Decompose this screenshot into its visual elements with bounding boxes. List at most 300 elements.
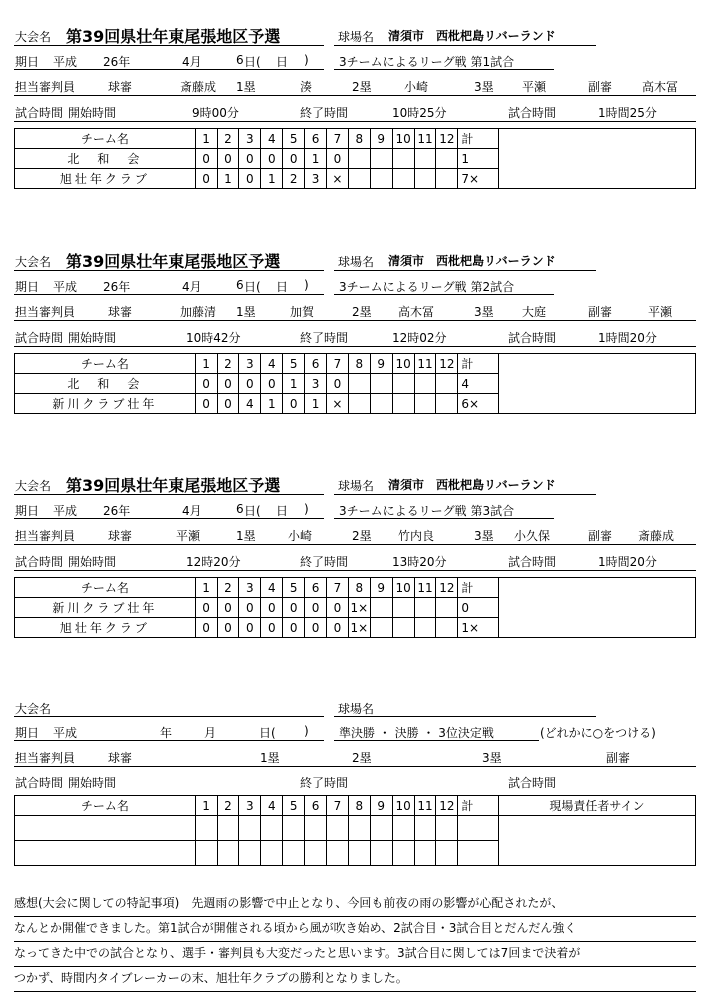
inning-score — [436, 618, 458, 638]
end-time-label: 終了時間 — [300, 776, 349, 790]
league-format: 3チームによるリーグ戦 第1試合 — [339, 55, 515, 69]
inning-header: 6 — [305, 796, 327, 816]
inning-score: 3 — [305, 169, 327, 189]
end-time: 10時25分 — [392, 106, 447, 120]
team-total: 7× — [458, 169, 499, 189]
third-base-umpire: 大庭 — [522, 305, 547, 319]
inning-header: 9 — [370, 796, 392, 816]
title-underline — [14, 494, 324, 495]
inning-score[interactable] — [370, 816, 392, 841]
second-base-label: 2塁 — [352, 305, 372, 319]
sub-umpire-label: 副審 — [588, 529, 613, 543]
inning-score[interactable] — [305, 816, 327, 841]
inning-header: 4 — [261, 354, 283, 374]
second-base-label: 2塁 — [352, 751, 372, 765]
inning-header: 9 — [370, 354, 392, 374]
inning-header: 2 — [217, 578, 239, 598]
tournament-label: 大会名 — [15, 702, 52, 716]
inning-score — [370, 618, 392, 638]
year-value: 26年 — [103, 55, 131, 69]
inning-score — [392, 394, 414, 414]
inning-header: 3 — [239, 129, 261, 149]
team-name: 旭壮年クラブ — [15, 618, 196, 638]
inning-score: 0 — [195, 618, 217, 638]
row-underline — [14, 570, 696, 571]
inning-score — [392, 374, 414, 394]
inning-header: 12 — [436, 796, 458, 816]
league-format: 3チームによるリーグ戦 第2試合 — [339, 280, 515, 294]
day-suffix: 日( — [244, 55, 261, 69]
venue-underline — [334, 716, 596, 717]
round-options: 準決勝 ・ 決勝 ・ 3位決定戦 — [339, 726, 494, 740]
inning-score[interactable] — [305, 841, 327, 866]
weekday-value: 日 — [276, 55, 289, 69]
inning-score: 1 — [261, 394, 283, 414]
first-base-umpire: 湊 — [300, 80, 313, 94]
weekday-value: 日 — [276, 280, 289, 294]
plate-umpire: 斎藤成 — [180, 80, 217, 94]
inning-score: 0 — [305, 618, 327, 638]
inning-header: 11 — [414, 796, 436, 816]
inning-score: 3 — [305, 374, 327, 394]
row-underline — [334, 518, 554, 519]
month-suffix: 月 — [204, 726, 217, 740]
inning-header: 6 — [305, 354, 327, 374]
header-row — [15, 129, 696, 149]
inning-header: 5 — [283, 796, 305, 816]
sub-umpire-label: 副審 — [606, 751, 631, 765]
inning-score[interactable] — [326, 816, 348, 841]
start-time-label: 開始時間 — [68, 776, 117, 790]
inning-header: 5 — [283, 129, 305, 149]
era-label: 平成 — [53, 280, 78, 294]
first-base-label: 1塁 — [260, 751, 280, 765]
game-time-label: 試合時間 — [15, 331, 64, 345]
inning-score — [436, 169, 458, 189]
inning-score: 0 — [261, 374, 283, 394]
inning-score[interactable] — [392, 841, 414, 866]
inning-score — [348, 394, 370, 414]
inning-score — [414, 394, 436, 414]
row-underline — [334, 294, 554, 295]
umpires-label: 担当審判員 — [15, 529, 76, 543]
inning-score — [414, 374, 436, 394]
inning-score — [414, 169, 436, 189]
inning-score[interactable] — [239, 816, 261, 841]
inning-score: 0 — [261, 598, 283, 618]
row-underline — [14, 320, 696, 321]
day-value: 6 — [236, 278, 244, 292]
inning-score — [414, 149, 436, 169]
inning-score[interactable] — [283, 816, 305, 841]
end-time-label: 終了時間 — [300, 106, 349, 120]
elapsed-time: 1時間20分 — [598, 555, 657, 569]
inning-score: 1× — [348, 618, 370, 638]
venue-name: 清須市 西枇杷島リバーランド — [388, 478, 556, 492]
inning-score: 0 — [239, 598, 261, 618]
row-underline — [334, 740, 539, 741]
team-name: 新川クラブ壮年 — [15, 598, 196, 618]
inning-header: 7 — [326, 578, 348, 598]
notes-line: なってきた中での試合となり、選手・審判員も大変だったと思います。3試合目に関しては7回まで決着が — [14, 942, 696, 967]
inning-score[interactable] — [436, 841, 458, 866]
inning-score — [370, 149, 392, 169]
title-underline — [14, 45, 324, 46]
start-time-label: 開始時間 — [68, 331, 117, 345]
elapsed-label: 試合時間 — [508, 331, 557, 345]
total-header: 計 — [458, 796, 499, 816]
second-base-label: 2塁 — [352, 529, 372, 543]
inning-score — [414, 598, 436, 618]
inning-score[interactable] — [195, 841, 217, 866]
inning-header: 7 — [326, 129, 348, 149]
inning-header: 12 — [436, 578, 458, 598]
row-underline — [14, 766, 696, 767]
team-name[interactable] — [15, 841, 196, 866]
row-underline — [14, 95, 696, 96]
tournament-label: 大会名 — [15, 479, 52, 493]
inning-header: 6 — [305, 578, 327, 598]
inning-score: 0 — [195, 394, 217, 414]
inning-score[interactable] — [195, 816, 217, 841]
sign-box — [498, 578, 695, 638]
inning-score: 0 — [217, 374, 239, 394]
inning-score: 0 — [326, 374, 348, 394]
year-value: 26年 — [103, 504, 131, 518]
sub-umpire-label: 副審 — [588, 305, 613, 319]
team-name: 旭壮年クラブ — [15, 169, 196, 189]
inning-score: 0 — [217, 598, 239, 618]
first-base-label: 1塁 — [236, 80, 256, 94]
venue-label: 球場名 — [338, 479, 375, 493]
third-base-label: 3塁 — [474, 529, 494, 543]
first-base-umpire: 加賀 — [290, 305, 315, 319]
inning-score: 0 — [217, 618, 239, 638]
title-underline — [14, 270, 324, 271]
inning-header: 10 — [392, 796, 414, 816]
date-label: 期日 — [15, 280, 40, 294]
team-name-header: チーム名 — [15, 796, 196, 816]
day-suffix: 日( — [259, 726, 276, 740]
round-instruction: (どれかに○をつける) — [540, 726, 656, 740]
venue-underline — [334, 270, 596, 271]
close-paren: ) — [304, 53, 309, 67]
inning-header: 1 — [195, 354, 217, 374]
inning-score[interactable] — [436, 816, 458, 841]
umpires-label: 担当審判員 — [15, 305, 76, 319]
inning-score[interactable] — [261, 841, 283, 866]
sub-umpire: 斎藤成 — [638, 529, 675, 543]
inning-header: 11 — [414, 578, 436, 598]
venue-label: 球場名 — [338, 30, 375, 44]
notes-line: なんとか開催できました。第1試合が開催される頃から風が吹き始め、2試合目・3試合目とだんだん強く — [14, 917, 696, 942]
team-row — [15, 816, 696, 841]
inning-score — [370, 169, 392, 189]
inning-score: 0 — [195, 149, 217, 169]
row-underline — [14, 346, 696, 347]
plate-umpire: 平瀬 — [176, 529, 201, 543]
sign-box — [498, 354, 695, 414]
row-underline — [14, 544, 696, 545]
inning-header: 2 — [217, 129, 239, 149]
team-total: 1 — [458, 149, 499, 169]
team-total: 1× — [458, 618, 499, 638]
inning-score — [348, 374, 370, 394]
inning-score: 0 — [217, 149, 239, 169]
start-time: 10時42分 — [186, 331, 241, 345]
date-label: 期日 — [15, 55, 40, 69]
inning-header: 4 — [261, 578, 283, 598]
inning-score[interactable] — [217, 816, 239, 841]
inning-score[interactable] — [348, 816, 370, 841]
tournament-title: 第39回県壮年東尾張地区予選 — [66, 252, 281, 271]
start-time-label: 開始時間 — [68, 555, 117, 569]
plate-umpire: 加藤清 — [180, 305, 217, 319]
inning-score[interactable] — [261, 816, 283, 841]
inning-header: 5 — [283, 354, 305, 374]
inning-score: 1× — [348, 598, 370, 618]
inning-score: 0 — [283, 618, 305, 638]
team-total: 0 — [458, 598, 499, 618]
inning-score: 0 — [217, 394, 239, 414]
venue-underline — [334, 494, 596, 495]
inning-score[interactable] — [239, 841, 261, 866]
inning-header: 10 — [392, 354, 414, 374]
row-underline — [14, 121, 696, 122]
inning-header: 12 — [436, 354, 458, 374]
inning-score — [370, 598, 392, 618]
inning-header: 9 — [370, 129, 392, 149]
inning-header: 10 — [392, 129, 414, 149]
inning-header: 3 — [239, 354, 261, 374]
inning-score: 0 — [195, 374, 217, 394]
inning-score: 0 — [326, 149, 348, 169]
start-time-label: 開始時間 — [68, 106, 117, 120]
day-value: 6 — [236, 53, 244, 67]
day-suffix: 日( — [244, 504, 261, 518]
league-format: 3チームによるリーグ戦 第3試合 — [339, 504, 515, 518]
header-row — [15, 578, 696, 598]
inning-score: 1 — [305, 394, 327, 414]
team-total: 4 — [458, 374, 499, 394]
inning-score: 0 — [283, 149, 305, 169]
game-time-label: 試合時間 — [15, 106, 64, 120]
row-underline — [14, 518, 324, 519]
inning-score — [370, 394, 392, 414]
era-label: 平成 — [53, 726, 78, 740]
title-underline — [14, 716, 324, 717]
inning-score: 0 — [261, 149, 283, 169]
game-time-label: 試合時間 — [15, 776, 64, 790]
inning-score: × — [326, 394, 348, 414]
scoreboard — [14, 353, 696, 414]
second-base-label: 2塁 — [352, 80, 372, 94]
end-time: 12時02分 — [392, 331, 447, 345]
close-paren: ) — [304, 724, 309, 738]
inning-header: 6 — [305, 129, 327, 149]
inning-score: 0 — [283, 394, 305, 414]
month-value: 4月 — [182, 504, 202, 518]
umpires-label: 担当審判員 — [15, 751, 76, 765]
tournament-title: 第39回県壮年東尾張地区予選 — [66, 27, 281, 46]
sub-umpire: 高木冨 — [642, 80, 679, 94]
first-base-label: 1塁 — [236, 529, 256, 543]
team-name: 北 和 会 — [15, 374, 196, 394]
team-name-header: チーム名 — [15, 129, 196, 149]
inning-score — [392, 598, 414, 618]
third-base-label: 3塁 — [474, 305, 494, 319]
tournament-label: 大会名 — [15, 30, 52, 44]
inning-score: 1 — [283, 374, 305, 394]
row-underline — [14, 294, 324, 295]
team-name: 北 和 会 — [15, 149, 196, 169]
scoreboard — [14, 795, 696, 866]
second-base-umpire: 小崎 — [404, 80, 429, 94]
elapsed-label: 試合時間 — [508, 776, 557, 790]
inning-score: 0 — [239, 618, 261, 638]
inning-header: 8 — [348, 354, 370, 374]
inning-header: 9 — [370, 578, 392, 598]
date-label: 期日 — [15, 504, 40, 518]
inning-header: 7 — [326, 796, 348, 816]
elapsed-label: 試合時間 — [508, 555, 557, 569]
header-row — [15, 354, 696, 374]
inning-header: 11 — [414, 354, 436, 374]
inning-header: 3 — [239, 796, 261, 816]
inning-header: 1 — [195, 578, 217, 598]
scoreboard — [14, 577, 696, 638]
inning-score: 1 — [261, 169, 283, 189]
inning-score[interactable] — [414, 841, 436, 866]
inning-score — [370, 374, 392, 394]
day-value: 6 — [236, 502, 244, 516]
team-total: 6× — [458, 394, 499, 414]
venue-name: 清須市 西枇杷島リバーランド — [388, 29, 556, 43]
tournament-label: 大会名 — [15, 255, 52, 269]
plate-label: 球審 — [108, 80, 133, 94]
elapsed-time: 1時間25分 — [598, 106, 657, 120]
inning-score[interactable] — [348, 841, 370, 866]
venue-underline — [334, 45, 596, 46]
month-value: 4月 — [182, 55, 202, 69]
total-header: 計 — [458, 354, 499, 374]
first-base-umpire: 小崎 — [288, 529, 313, 543]
sign-header: 現場責任者サイン — [498, 796, 695, 816]
inning-score[interactable] — [283, 841, 305, 866]
team-name-header: チーム名 — [15, 578, 196, 598]
elapsed-time: 1時間20分 — [598, 331, 657, 345]
inning-score: 0 — [195, 598, 217, 618]
row-underline — [14, 740, 324, 741]
inning-header: 1 — [195, 796, 217, 816]
row-underline — [14, 69, 324, 70]
end-time: 13時20分 — [392, 555, 447, 569]
inning-score: 4 — [239, 394, 261, 414]
inning-header: 7 — [326, 354, 348, 374]
inning-score: 0 — [305, 598, 327, 618]
inning-score — [414, 618, 436, 638]
weekday-value: 日 — [276, 504, 289, 518]
day-suffix: 日( — [244, 280, 261, 294]
team-total[interactable] — [458, 841, 499, 866]
notes-line: つかず、時間内タイブレーカーの末、旭壮年クラブの勝利となりました。 — [14, 967, 696, 992]
era-label: 平成 — [53, 55, 78, 69]
header-row — [15, 796, 696, 816]
inning-score[interactable] — [370, 841, 392, 866]
inning-score[interactable] — [414, 816, 436, 841]
venue-label: 球場名 — [338, 702, 375, 716]
inning-header: 12 — [436, 129, 458, 149]
month-value: 4月 — [182, 280, 202, 294]
sub-umpire-label: 副審 — [588, 80, 613, 94]
third-base-umpire: 平瀬 — [522, 80, 547, 94]
inning-header: 3 — [239, 578, 261, 598]
umpires-label: 担当審判員 — [15, 80, 76, 94]
second-base-umpire: 高木冨 — [398, 305, 435, 319]
row-underline — [334, 69, 554, 70]
notes-line: 感想(大会に関しての特記事項) 先週雨の影響で中止となり、今回も前夜の雨の影響が心配されたが、 — [14, 892, 696, 917]
game-time-label: 試合時間 — [15, 555, 64, 569]
inning-score[interactable] — [392, 816, 414, 841]
start-time: 9時00分 — [192, 106, 239, 120]
total-header: 計 — [458, 129, 499, 149]
impressions-notes — [14, 892, 696, 992]
inning-score — [392, 149, 414, 169]
inning-score — [436, 598, 458, 618]
team-total[interactable] — [458, 816, 499, 841]
elapsed-label: 試合時間 — [508, 106, 557, 120]
inning-header: 8 — [348, 578, 370, 598]
inning-header: 8 — [348, 129, 370, 149]
inning-header: 8 — [348, 796, 370, 816]
total-header: 計 — [458, 578, 499, 598]
venue-name: 清須市 西枇杷島リバーランド — [388, 254, 556, 268]
inning-score — [436, 149, 458, 169]
inning-score: 0 — [326, 618, 348, 638]
inning-score — [436, 374, 458, 394]
inning-score: 0 — [326, 598, 348, 618]
inning-score: 0 — [261, 618, 283, 638]
start-time: 12時20分 — [186, 555, 241, 569]
first-base-label: 1塁 — [236, 305, 256, 319]
plate-label: 球審 — [108, 751, 133, 765]
inning-header: 4 — [261, 129, 283, 149]
inning-header: 2 — [217, 354, 239, 374]
sign-box — [498, 129, 695, 189]
venue-label: 球場名 — [338, 255, 375, 269]
end-time-label: 終了時間 — [300, 555, 349, 569]
era-label: 平成 — [53, 504, 78, 518]
inning-score: 0 — [239, 149, 261, 169]
plate-label: 球審 — [108, 529, 133, 543]
inning-header: 1 — [195, 129, 217, 149]
team-name[interactable] — [15, 816, 196, 841]
third-base-label: 3塁 — [474, 80, 494, 94]
inning-score: 0 — [239, 169, 261, 189]
third-base-umpire: 小久保 — [514, 529, 551, 543]
inning-score[interactable] — [217, 841, 239, 866]
inning-score — [348, 149, 370, 169]
inning-score: 2 — [283, 169, 305, 189]
inning-score: 0 — [239, 374, 261, 394]
close-paren: ) — [304, 278, 309, 292]
second-base-umpire: 竹内良 — [398, 529, 435, 543]
inning-score: 0 — [195, 169, 217, 189]
inning-score: 0 — [283, 598, 305, 618]
year-value: 26年 — [103, 280, 131, 294]
sign-box[interactable] — [498, 816, 695, 866]
inning-score[interactable] — [326, 841, 348, 866]
